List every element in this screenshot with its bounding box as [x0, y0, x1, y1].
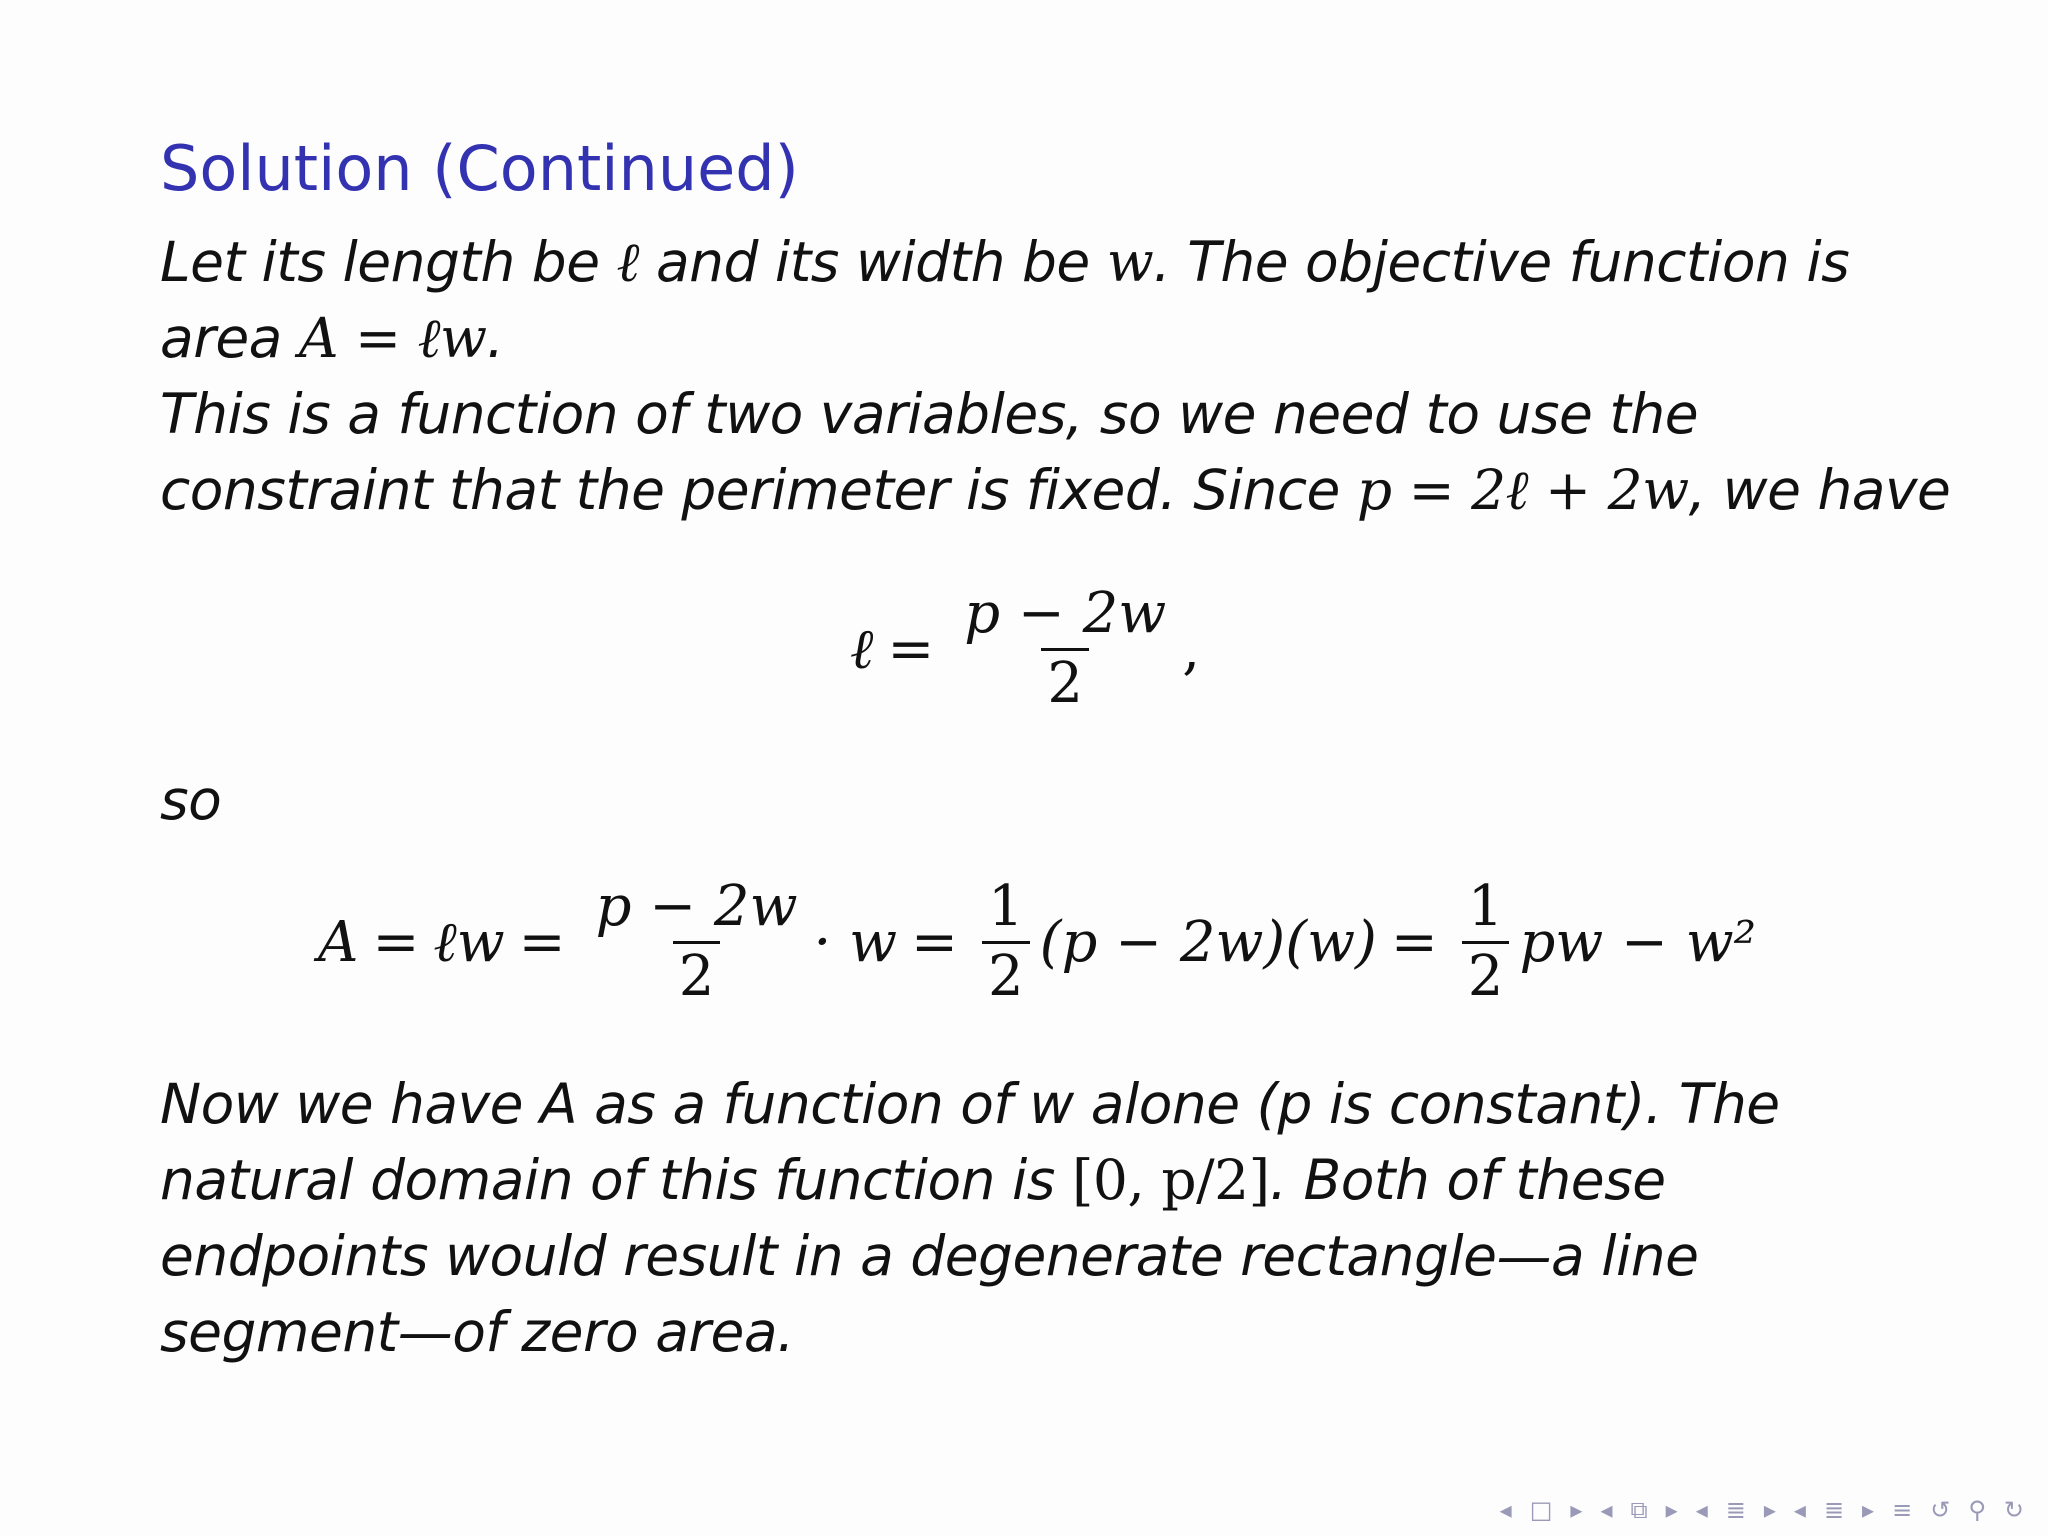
- paragraph-line: Now we have A as a function of w alone (p is constant). The: [160, 1072, 1780, 1136]
- search-back-icon[interactable]: ↺: [1930, 1496, 1951, 1524]
- paragraph-constraint: [160, 376, 1950, 528]
- nav-left-icon[interactable]: ◂: [1695, 1496, 1708, 1524]
- paragraph-line: constraint that the perimeter is fixed. Since p = 2ℓ + 2w, we have: [160, 458, 1951, 522]
- fraction: $\frac{p - 2w}{2}$: [964, 581, 1167, 716]
- text-so: so: [160, 768, 222, 832]
- nav-left-icon[interactable]: ◂: [1499, 1496, 1512, 1524]
- section-icon[interactable]: ≣: [1725, 1496, 1746, 1524]
- nav-right-icon[interactable]: ▸: [1570, 1496, 1583, 1524]
- fraction: $\frac{1}{2}$: [982, 878, 1030, 1007]
- nav-right-icon[interactable]: ▸: [1763, 1496, 1776, 1524]
- equation-area: A = ℓw = $\frac{p - 2w}{2}$ · w = $\frac{1}{2}$ (p − 2w)(w) = $\frac{1}{2}$ pw − w²: [318, 874, 1757, 1009]
- paragraph-line: endpoints would result in a degenerate rectangle—a line: [160, 1224, 1699, 1288]
- equation-length: ℓ = $\frac{p - 2w}{2}$ ,: [850, 581, 1200, 716]
- paragraph-line: This is a function of two variables, so we need to use the: [160, 382, 1699, 446]
- paragraph-objective: [160, 224, 1849, 376]
- nav-right-icon[interactable]: ▸: [1862, 1496, 1875, 1524]
- nav-left-icon[interactable]: ◂: [1793, 1496, 1806, 1524]
- nav-right-icon[interactable]: ▸: [1665, 1496, 1678, 1524]
- fraction: $\frac{p - 2w}{2}$: [595, 874, 798, 1009]
- paragraph-line: Let its length be ℓ and its width be w. The objective function is: [160, 230, 1850, 294]
- search-icon[interactable]: ⚲: [1968, 1496, 1986, 1524]
- doc-icon[interactable]: ≣: [1823, 1496, 1845, 1524]
- search-forward-icon[interactable]: ↻: [2003, 1496, 2024, 1524]
- paragraph-line: natural domain of this function is [0, p/2]. Both of these: [160, 1148, 1666, 1212]
- fraction: $\frac{1}{2}$: [1462, 878, 1510, 1007]
- slide-title: Solution (Continued): [160, 132, 799, 205]
- beamer-navigation-bar: [1500, 1496, 2024, 1524]
- paragraph-domain: [160, 1066, 1780, 1370]
- paragraph-line: segment—of zero area.: [160, 1300, 795, 1364]
- nav-left-icon[interactable]: ◂: [1600, 1496, 1613, 1524]
- frame-icon[interactable]: □: [1529, 1496, 1553, 1524]
- paragraph-line: area A = ℓw.: [160, 306, 504, 370]
- subsection-icon[interactable]: ⧉: [1630, 1496, 1648, 1524]
- align-icon[interactable]: ≡: [1892, 1496, 1913, 1524]
